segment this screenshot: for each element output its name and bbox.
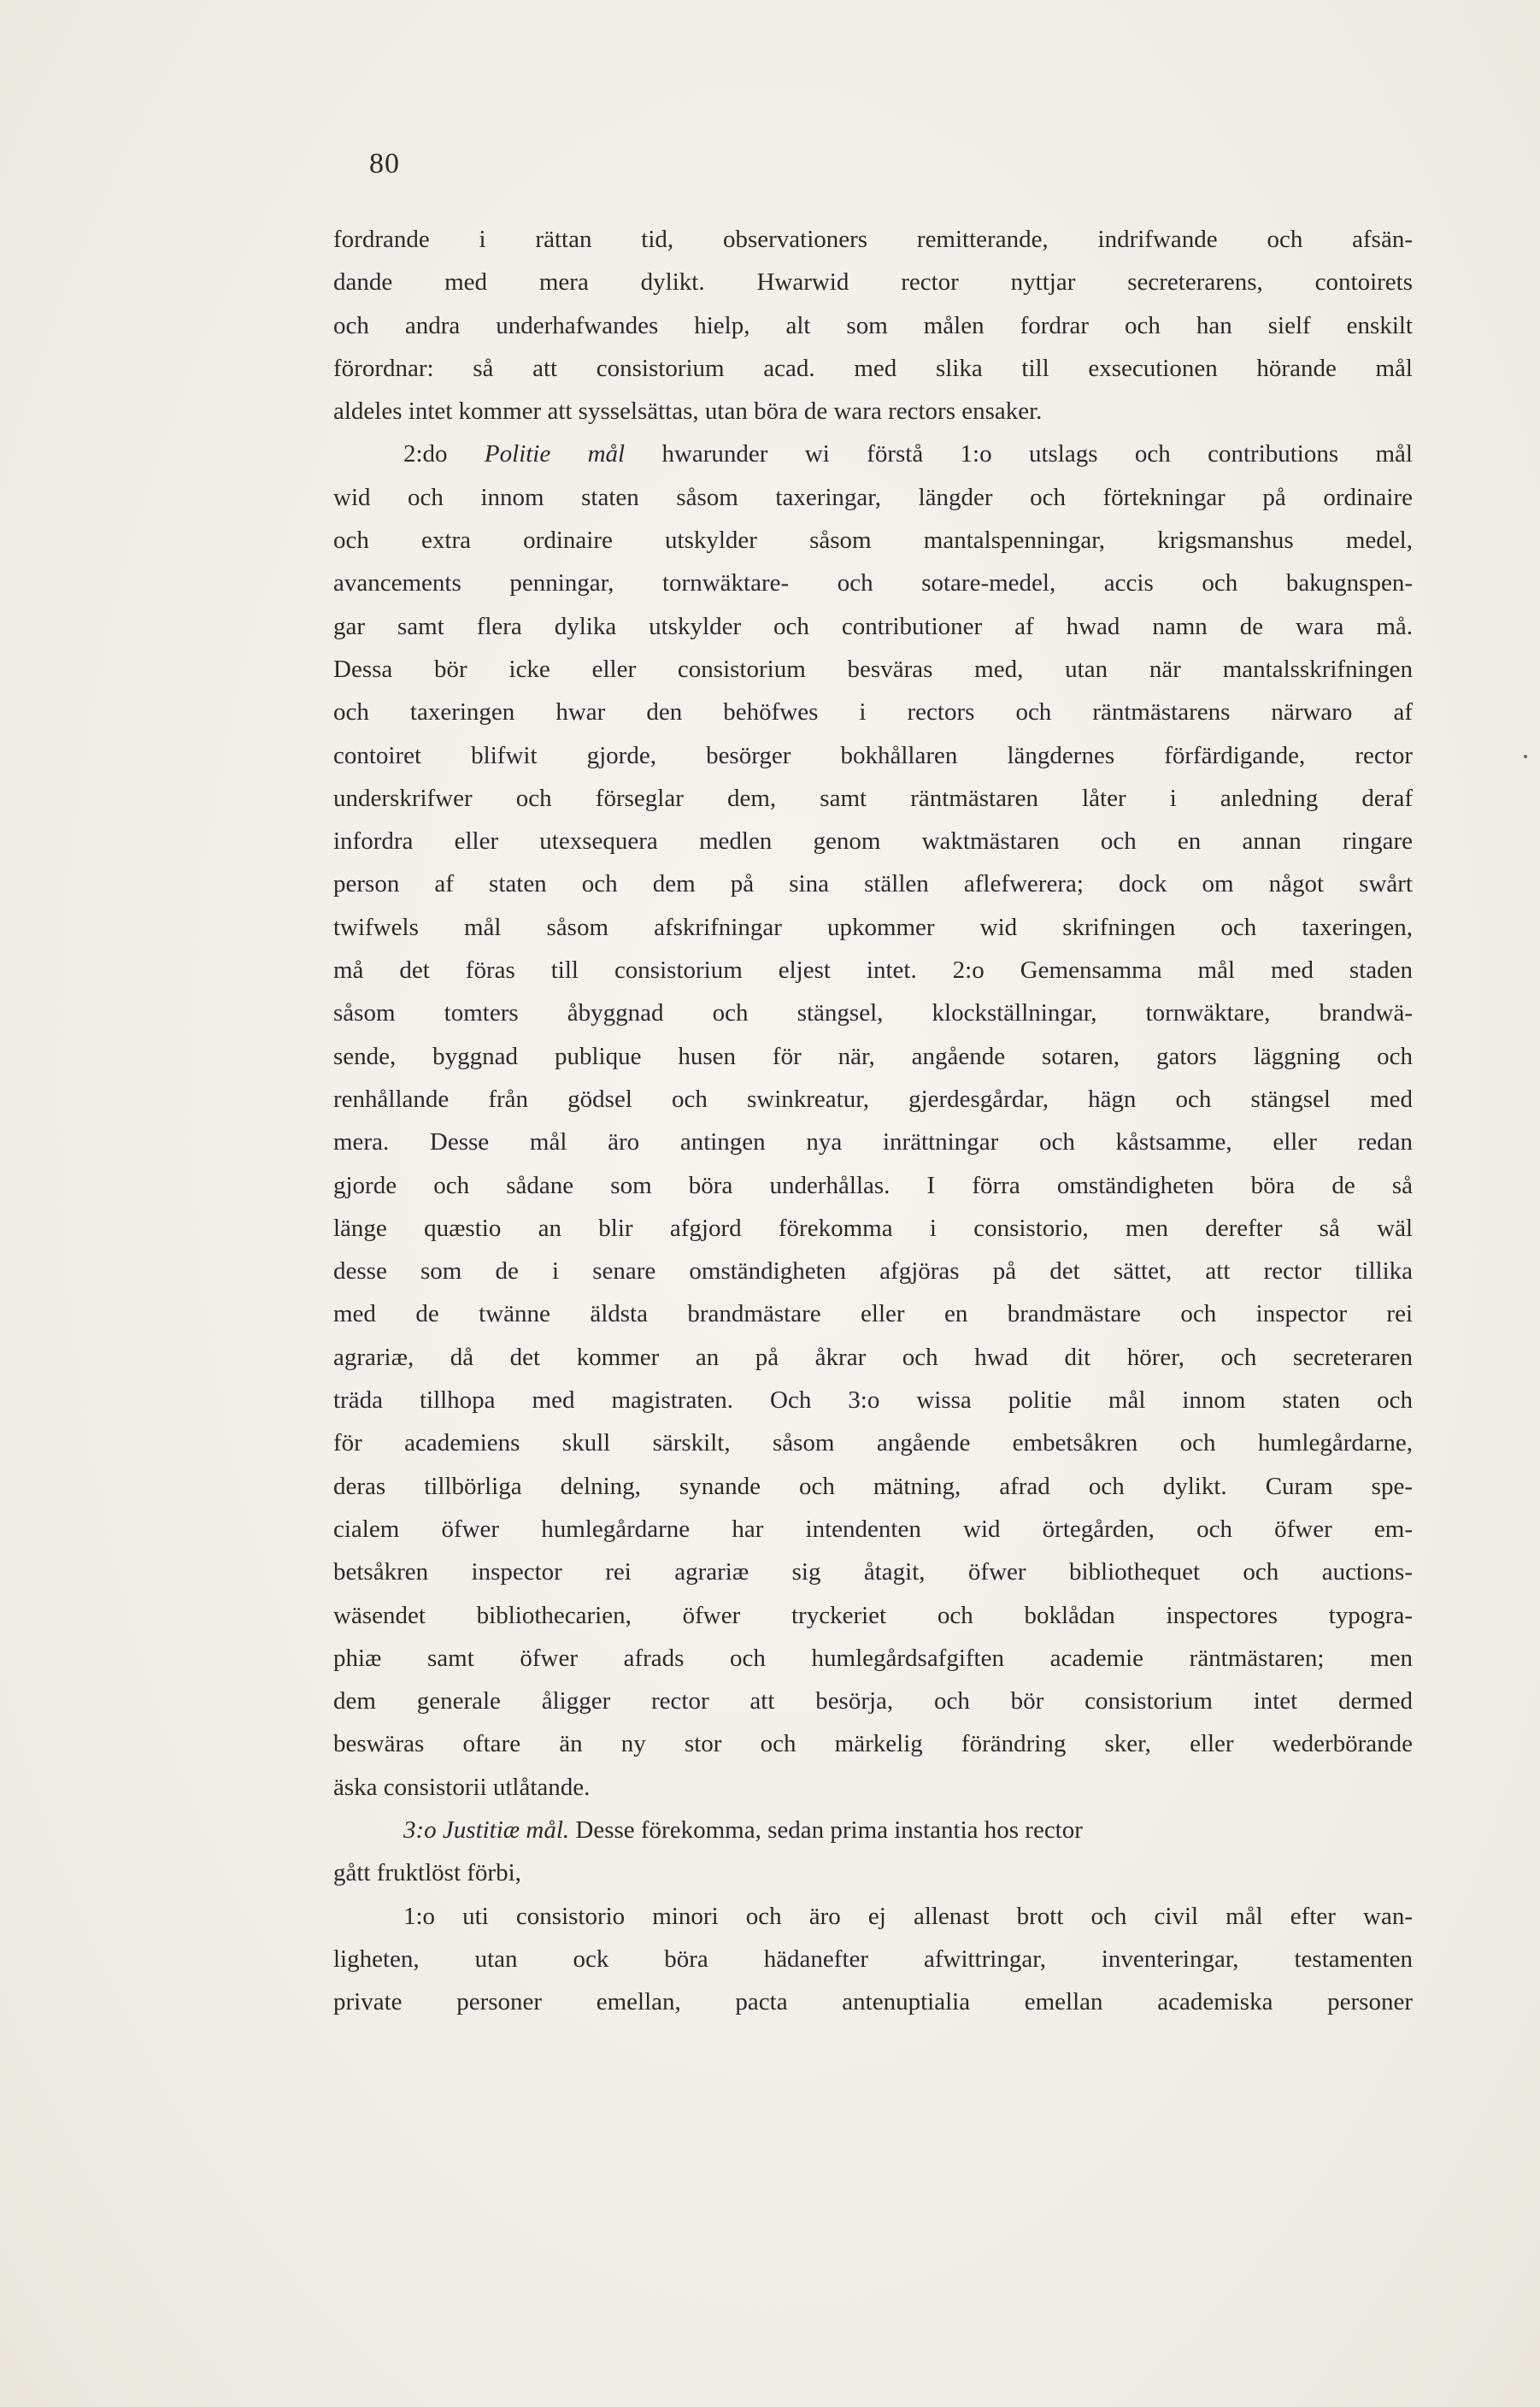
- text-segment: hwarunder wi förstå 1:o utslags och contributions mål: [625, 440, 1413, 468]
- text-line: må det föras till consistorium eljest intet. 2:o Gemensamma mål med staden: [333, 956, 1413, 985]
- text-line: Dessa bör icke eller consistorium besväras med, utan när mantalsskrifningen: [333, 655, 1413, 683]
- text-line: [333, 433, 1413, 475]
- text-line: 1:o uti consistorio minori och äro ej allenast brott och civil mål efter wan-: [403, 1902, 1413, 1930]
- text-line: [333, 1809, 1413, 1851]
- text-line: deras tillbörliga delning, synande och mätning, afrad och dylikt. Curam spe-: [333, 1472, 1413, 1500]
- text-line: träda tillhopa med magistraten. Och 3:o wissa politie mål innom staten och: [333, 1386, 1413, 1415]
- text-line: med de twänne äldsta brandmästare eller en brandmästare och inspector rei: [333, 1300, 1413, 1328]
- text-line: infordra eller utexsequera medlen genom waktmästaren och en annan ringare: [333, 827, 1413, 856]
- text-line: länge quæstio an blir afgjord förekomma i consistorio, men derefter så wäl: [333, 1214, 1413, 1242]
- text-line: ligheten, utan ock böra hädanefter afwittringar, inventeringar, testamenten: [333, 1945, 1413, 1973]
- text-line: för academiens skull särskilt, såsom angående embetsåkren och humlegårdarne,: [333, 1429, 1413, 1457]
- text-line: contoiret blifwit gjorde, besörger bokhållaren längdernes förfärdigande, rector: [333, 741, 1413, 769]
- text-line: aldeles intet kommer att sysselsättas, utan böra de wara rectors ensaker.: [333, 397, 1043, 426]
- text-line: underskrifwer och förseglar dem, samt räntmästaren låter i anledning deraf: [333, 784, 1413, 812]
- text-line: private personer emellan, pacta antenuptialia emellan academiska personer: [333, 1988, 1413, 2016]
- text-line: desse som de i senare omständigheten afgjöras på det sättet, att rector tillika: [333, 1257, 1413, 1286]
- text-line: fordrande i rättan tid, observationers remitterande, indrifwande och afsän-: [333, 226, 1413, 253]
- text-line: gått fruktlöst förbi,: [333, 1859, 521, 1887]
- text-line: dande med mera dylikt. Hwarwid rector nyttjar secreterarens, contoirets: [333, 268, 1413, 297]
- text-line: beswäras oftare än ny stor och märkelig förändring sker, eller wederbörande: [333, 1730, 1413, 1758]
- text-line: såsom tomters åbyggnad och stängsel, klockställningar, tornwäktare, brandwä-: [333, 999, 1413, 1027]
- text-line: wäsendet bibliothecarien, öfwer tryckeriet och boklådan inspectores typogra-: [333, 1601, 1413, 1629]
- text-line: betsåkren inspector rei agrariæ sig åtagit, öfwer bibliothequet och auctions-: [333, 1558, 1413, 1586]
- text-line: avancements penningar, tornwäktare- och sotare-medel, accis och bakugnspen-: [333, 569, 1413, 597]
- text-line: och andra underhafwandes hielp, alt som målen fordrar och han sielf enskilt: [333, 311, 1413, 339]
- text-line: twifwels mål såsom afskrifningar upkommer wid skrifningen och taxeringen,: [333, 913, 1413, 941]
- text-line: och extra ordinaire utskylder såsom mantalspenningar, krigsmanshus medel,: [333, 527, 1413, 555]
- body-text: [333, 218, 1413, 2023]
- text-line: renhållande från gödsel och swinkreatur, gjerdesgårdar, hägn och stängsel med: [333, 1085, 1413, 1113]
- text-segment: Desse förekomma, sedan prima instantia hos rector: [569, 1816, 1083, 1844]
- text-line: agrariæ, då det kommer an på åkrar och hwad dit hörer, och secreteraren: [333, 1343, 1413, 1371]
- text-line: person af staten och dem på sina ställen aflefwerera; dock om något swårt: [333, 870, 1413, 898]
- text-line: mera. Desse mål äro antingen nya inrättningar och kåstsamme, eller redan: [333, 1128, 1413, 1156]
- text-line: cialem öfwer humlegårdarne har intendenten wid örtegården, och öfwer em-: [333, 1515, 1413, 1543]
- text-line: gjorde och sådane som böra underhållas. I förra omständigheten böra de så: [333, 1171, 1413, 1199]
- text-line: förordnar: så att consistorium acad. med slika till exsecutionen hörande mål: [333, 354, 1413, 382]
- italic-heading: 3:o Justitiæ mål.: [403, 1816, 570, 1844]
- text-line: dem generale åligger rector att besörja, och bör consistorium intet dermed: [333, 1687, 1413, 1716]
- text-line: och taxeringen hwar den behöfwes i rectors och räntmästarens närwaro af: [333, 698, 1413, 727]
- text-line: sende, byggnad publique husen för när, angående sotaren, gators läggning och: [333, 1042, 1413, 1070]
- text-line: gar samt flera dylika utskylder och contributioner af hwad namn de wara må.: [333, 612, 1413, 640]
- text-line: äska consistorii utlåtande.: [333, 1773, 591, 1801]
- text-line: phiæ samt öfwer afrads och humlegårdsafgiften academie räntmästaren; men: [333, 1644, 1413, 1672]
- page-number: 80: [369, 148, 400, 179]
- text-segment: 2:do: [403, 440, 485, 468]
- scan-speck: [1524, 755, 1527, 758]
- text-line: wid och innom staten såsom taxeringar, längder och förtekningar på ordinaire: [333, 483, 1413, 511]
- italic-heading: Politie mål: [484, 440, 626, 468]
